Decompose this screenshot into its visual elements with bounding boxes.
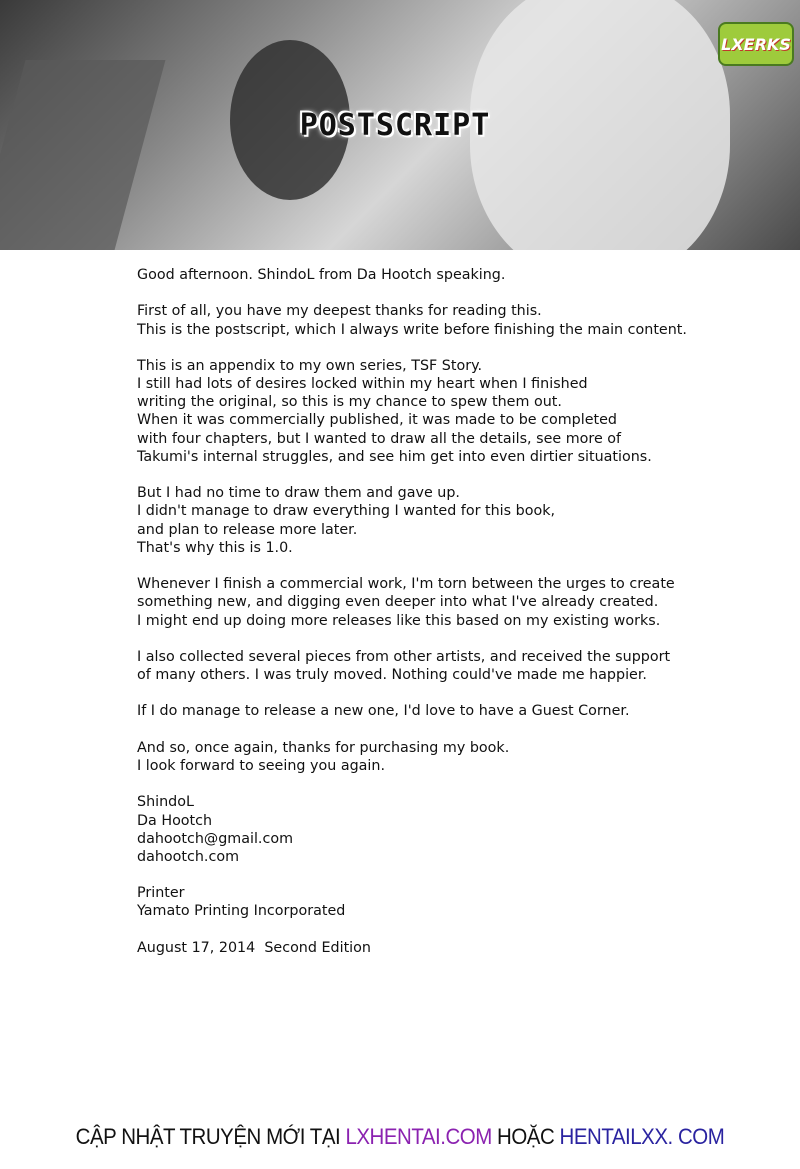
text-line: of many others. I was truly moved. Nothing could've made me happier.	[137, 667, 647, 684]
site-logo[interactable]: LXERKS	[718, 22, 794, 66]
text-line: And so, once again, thanks for purchasing my book.	[137, 739, 510, 756]
paragraph	[137, 575, 737, 630]
text-line: ShindoL	[137, 794, 194, 811]
footer-link-hentailxx[interactable]: HENTAILXX. COM	[559, 1124, 725, 1149]
text-line: Yamato Printing Incorporated	[137, 903, 346, 920]
text-line: When it was commercially published, it was made to be completed	[137, 412, 617, 429]
text-line: This is the postscript, which I always write before finishing the main content.	[137, 321, 687, 338]
text-line: I also collected several pieces from other artists, and received the support	[137, 648, 671, 665]
text-line: But I had no time to draw them and gave up.	[137, 485, 460, 502]
paragraph	[137, 793, 737, 866]
text-line: I look forward to seeing you again.	[137, 757, 385, 774]
paragraph	[137, 939, 737, 957]
page-title: POSTSCRIPT	[299, 108, 491, 143]
paragraph	[137, 648, 737, 684]
text-line: and plan to release more later.	[137, 521, 358, 538]
text-line: If I do manage to release a new one, I'd love to have a Guest Corner.	[137, 703, 630, 720]
text-line: dahootch.com	[137, 848, 239, 865]
text-line: Da Hootch	[137, 812, 213, 829]
text-line: Whenever I finish a commercial work, I'm torn between the urges to create	[137, 576, 675, 593]
footer-banner	[28, 1124, 772, 1150]
footer-link-lxhentai[interactable]: LXHENTAI.COM	[345, 1124, 492, 1149]
paragraph	[137, 884, 737, 920]
text-line: Takumi's internal struggles, and see him get into even dirtier situations.	[137, 448, 652, 465]
text-line: First of all, you have my deepest thanks for reading this.	[137, 303, 542, 320]
illustration-shape	[0, 60, 165, 250]
text-line: That's why this is 1.0.	[137, 539, 293, 556]
text-line: Good afternoon. ShindoL from Da Hootch speaking.	[137, 267, 506, 283]
paragraph	[137, 702, 737, 720]
text-line: I still had lots of desires locked within my heart when I finished	[137, 376, 588, 393]
paragraph	[137, 739, 737, 775]
text-line: dahootch@gmail.com	[137, 830, 294, 847]
paragraph	[137, 357, 737, 466]
postscript-body	[137, 266, 737, 975]
text-line: something new, and digging even deeper into what I've already created.	[137, 594, 659, 611]
text-line: I might end up doing more releases like this based on my existing works.	[137, 612, 661, 629]
paragraph	[137, 266, 737, 284]
text-line: August 17, 2014 Second Edition	[137, 939, 371, 956]
paragraph	[137, 302, 737, 338]
footer-prefix: CẬP NHẬT TRUYỆN MỚI TẠI	[75, 1124, 346, 1149]
text-line: with four chapters, but I wanted to draw all the details, see more of	[137, 430, 622, 447]
paragraph	[137, 484, 737, 557]
text-line: Printer	[137, 885, 185, 902]
text-line: I didn't manage to draw everything I wanted for this book,	[137, 503, 556, 520]
text-line: writing the original, so this is my chance to spew them out.	[137, 394, 562, 411]
text-line: This is an appendix to my own series, TSF Story.	[137, 357, 483, 374]
footer-middle: HOẶC	[491, 1124, 560, 1149]
